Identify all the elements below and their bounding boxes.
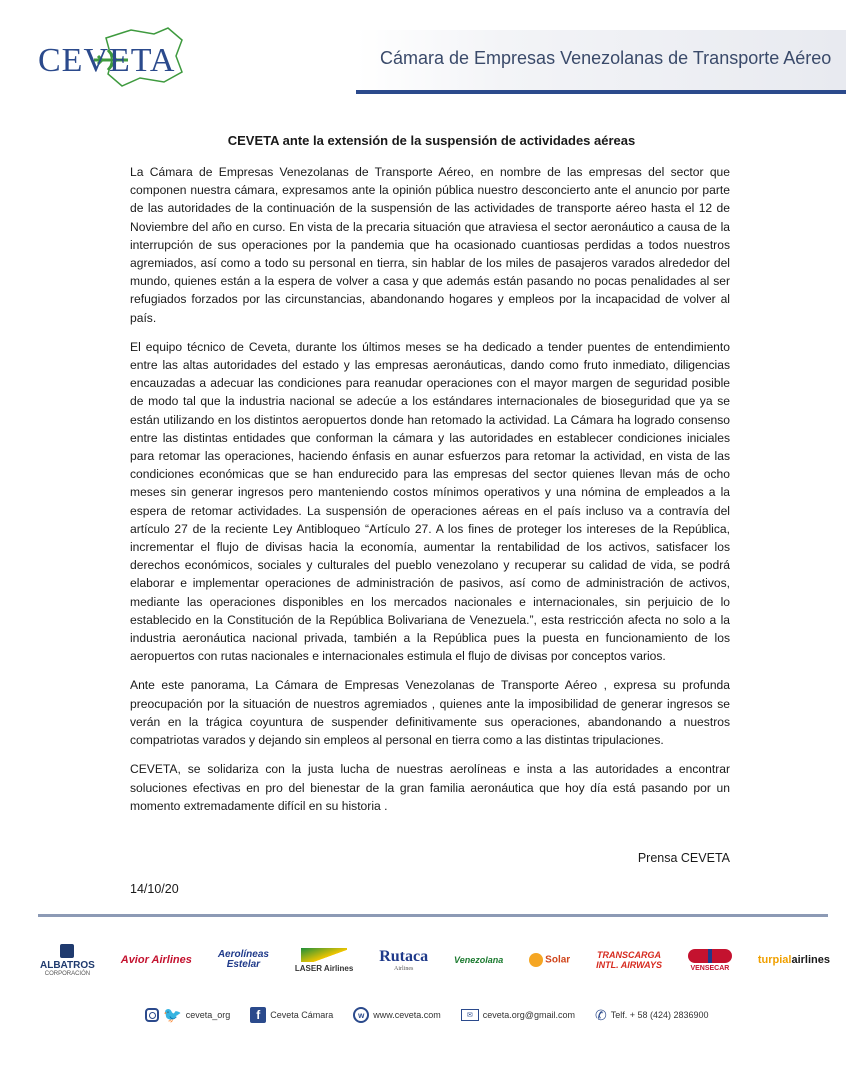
globe-icon: w [353,1007,369,1023]
venezolana-logo: Venezolana [454,955,504,965]
estelar-logo: Aerolíneas Estelar [217,949,269,970]
email-link[interactable]: ✉ ceveta.org@gmail.com [461,1009,575,1021]
logo-text: CEVETA [38,42,176,79]
document-date: 14/10/20 [130,882,179,896]
ceveta-logo [36,20,186,100]
vensecar-logo: VENSECAR [688,949,732,972]
wings-icon [688,949,732,963]
facebook-link[interactable]: f Ceveta Cámara [250,1007,333,1023]
contact-bar [145,1004,729,1026]
avior-logo: Avior Airlines [120,954,192,966]
facebook-icon: f [250,1007,266,1023]
phone-contact: ✆ Telf. + 58 (424) 2836900 [594,1006,709,1023]
solar-logo: Solar [529,953,570,967]
transcarga-logo: TRANSCARGA INTL. AIRWAYS [596,950,662,970]
header-banner [356,30,846,94]
laser-logo: LASER Airlines [295,948,353,973]
social-link[interactable]: 🐦 ceveta_org [145,1006,230,1024]
sun-icon [529,953,543,967]
footer-divider [38,914,828,917]
phone-icon: ✆ [594,1006,607,1023]
paragraph: CEVETA, se solidariza con la justa lucha de nuestras aerolíneas e insta a las autoridades a encontrar soluciones efectivas en pro del bienestar de la gran familia aeronáutica que hoy día está pasando por un momento extremadamente difícil en su historia . [130,762,730,813]
turpial-logo: turpialairlines [757,954,830,966]
document-body [130,163,730,826]
letterhead [0,0,863,112]
website-link[interactable]: w www.ceveta.com [353,1007,441,1023]
paragraph: Ante este panorama, La Cámara de Empresas Venezolanas de Transporte Aéreo , expresa su profunda preocupación por la situación de nuestros agremiados , quienes ante la imposibilidad de generar ingresos se verán en la trágica coyuntura de suspender definitivamente sus operaciones, abandonando a nuestros compatriotas varados y dejando sin empleos al personal en tierra como a las distintas tripulaciones. [130,678,730,748]
document-title: CEVETA ante la extensión de la suspensión de actividades aéreas [227,133,636,148]
paragraph: La Cámara de Empresas Venezolanas de Transporte Aéreo, en nombre de las empresas del sector que componen nuestra cámara, expresamos ante la opinión pública nuestro desconcierto ante el anuncio por parte de las autoridades de la continuación de la suspensión de las actividades de transporte aéreo hasta el 12 de Noviembre del año en curso. En vista de la precaria situación que atraviesa el sector aeronáutico a causa de la interrupción de sus operaciones por la pandemia que ha ocasionado cuantiosas perdidas a todos nuestros agremiados, así como a todo su personal en tierra, sin hablar de los miles de pasajeros varados alrededor del mundo, quienes están a la espera de volver a casa y que además están pasando no pocas penalidades al ser refugiados forzados por las circunstancias, abandonando hogares y empleos por la incapacidad de volver al país. [130,165,730,325]
rutaca-logo: Rutaca Airlines [379,948,429,972]
organization-name: Cámara de Empresas Venezolanas de Transporte Aéreo [380,48,832,68]
mail-icon: ✉ [461,1009,479,1021]
paragraph: El equipo técnico de Ceveta, durante los últimos meses se ha dedicado a tender puentes de entendimiento entre las altas autoridades del estado y las empresas aeronáuticas, dando como fruto inmediato, diligencias encauzadas a adecuar las condiciones para reanudar operaciones con el mayor margen de seguridad posible de modo tal que la industria nacional se adecúe a los estándares internacionales de bioseguridad que ya se están utilizando en los distintos aeropuertos donde han retomado la actividad. La Cámara ha logrado consenso entre las distintas entidades que conforman la cámara y las autoridades en establecer condiciones iniciales para retomar las operaciones, haciendo énfasis en aunar esfuerzos para retomar la actividad, en vista de las condiciones económicas que se han endurecido para las empresas del sector quienes llevan más de ocho meses sin generar ingresos pero manteniendo costos mínimos operativos y una nómina de empleados a la espera de retomar actividades. La suspensión de operaciones aéreas en el país incluso va a contravía del artículo 27 de la reciente Ley Antibloqueo “Artículo 27. A los fines de proteger los intereses de la República, incrementar el flujo de divisas hacia la economía, aumentar la rentabilidad de los activos, satisfacer los derechos económicos, sociales y culturales del pueblo venezolano y recuperar su calidad de vida, se podrá elaborar e implementar operaciones de administración de pasivos, así como de administración de activos, mediante las operaciones disponibles en los mercados nacionales e internacionales, sin perjuicio de lo establecido en la Constitución de la República Bolivariana de Venezuela.”, esta restricción afecta no solo a la industria aeronáutica nacional privada, también a la República pues la puesta en funcionamiento de los aeropuertos con rutas nacionales e internacionales estimula el flujo de divisas por conceptos varios. [130,339,730,664]
twitter-icon: 🐦 [163,1007,182,1024]
member-airlines [40,935,830,985]
laser-mark-icon [301,948,347,962]
signature: Prensa CEVETA [637,851,730,865]
albatros-logo: ALBATROS CORPORACIÓN [40,944,95,977]
instagram-icon [145,1008,159,1022]
